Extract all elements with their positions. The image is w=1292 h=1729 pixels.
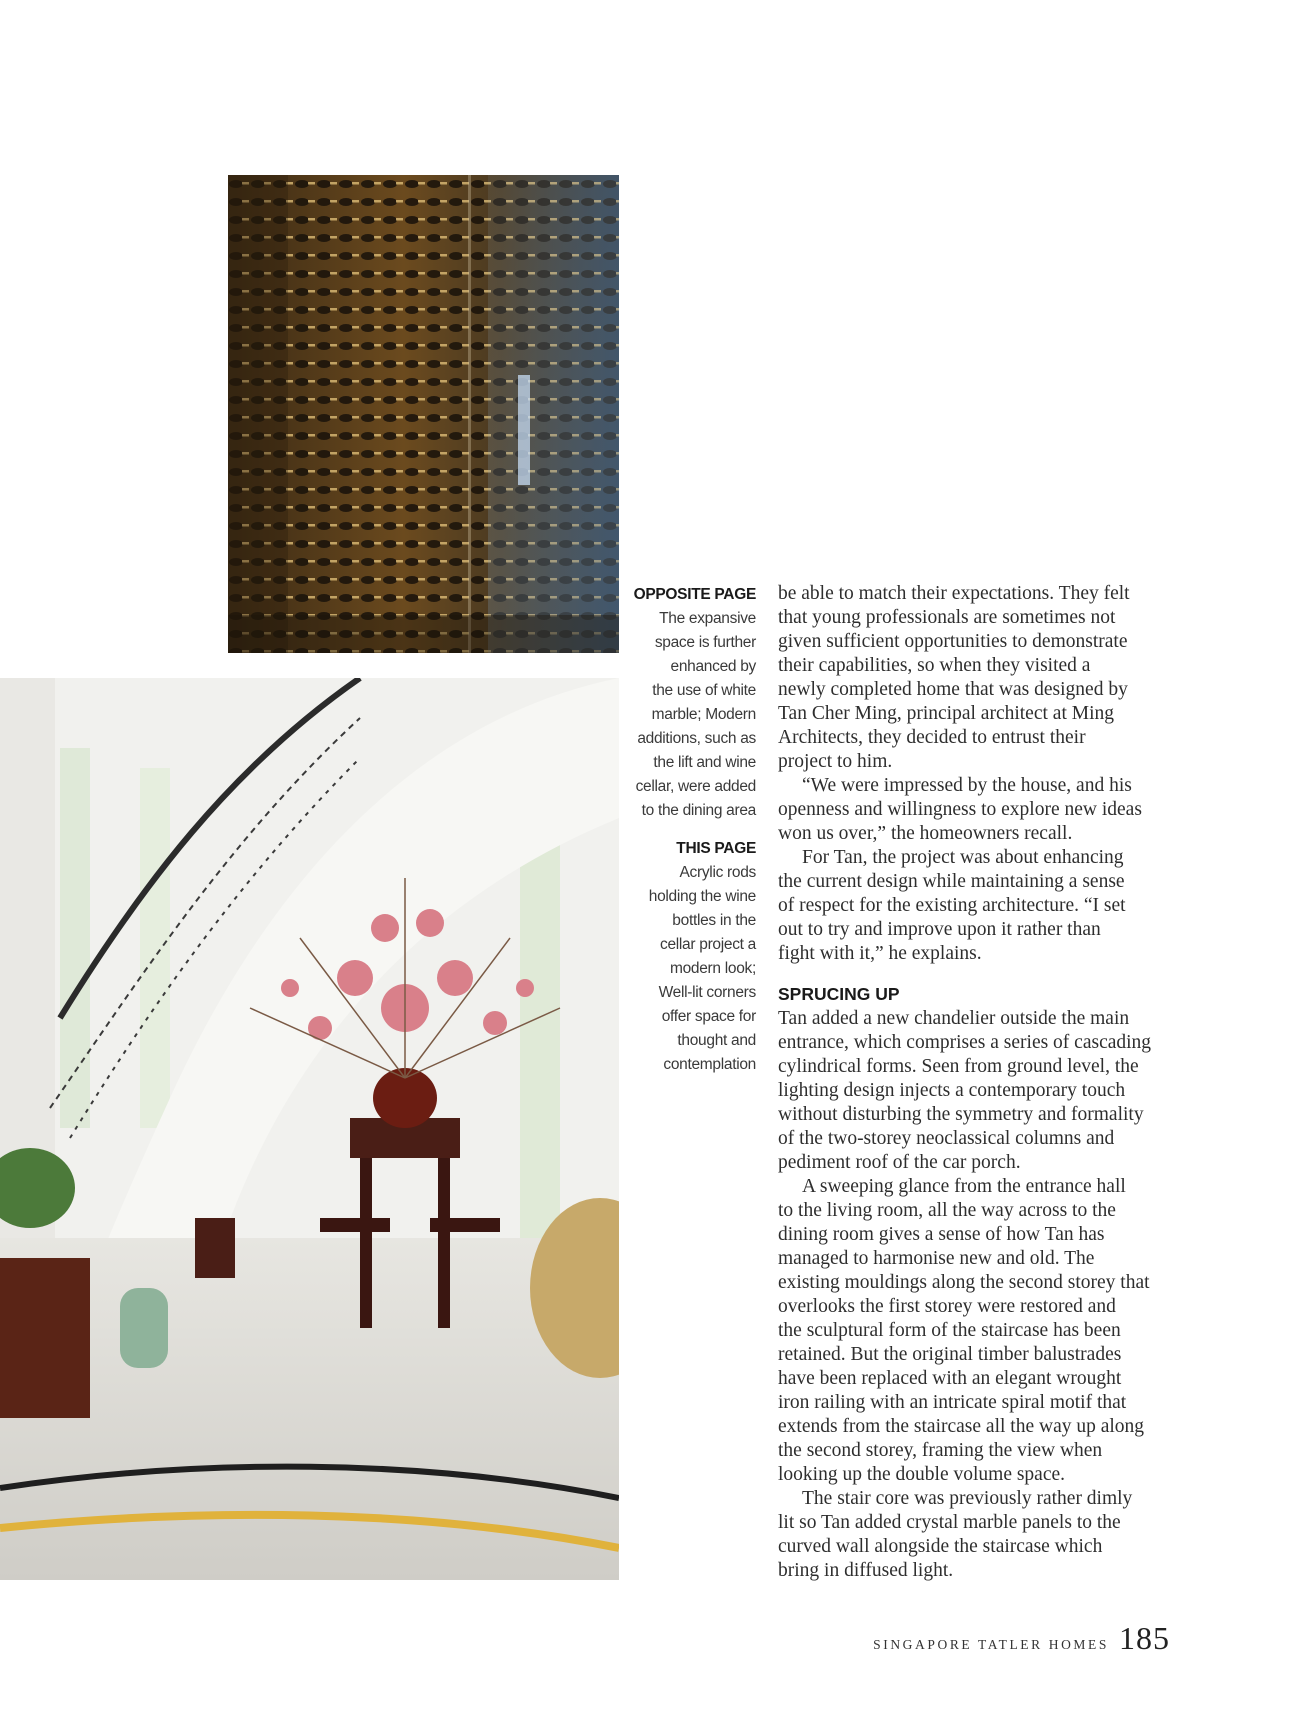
text-line: to the living room, all the way across to the — [778, 1200, 1116, 1221]
text-line: retained. But the original timber balustrades — [778, 1344, 1122, 1365]
caption-this-page — [620, 837, 756, 1077]
caption-line: modern look; — [669, 960, 756, 977]
section-subheading: SPRUCING UP — [778, 984, 900, 1004]
text-line: their capabilities, so when they visited a — [778, 655, 1091, 676]
text-line: A sweeping glance from the entrance hall — [802, 1176, 1126, 1197]
text-line: extends from the staircase all the way up along — [778, 1416, 1145, 1437]
page-number: 185 — [1119, 1620, 1170, 1656]
wine-cellar-illustration — [228, 175, 619, 653]
caption-line: the lift and wine — [653, 754, 756, 771]
text-line: have been replaced with an elegant wrought — [778, 1368, 1122, 1389]
caption-line: The expansive — [659, 610, 756, 627]
paragraph — [778, 1487, 1178, 1583]
magazine-name: SINGAPORE TATLER HOMES — [873, 1637, 1109, 1652]
text-line: out to try and improve upon it rather than — [778, 919, 1101, 940]
text-line: lit so Tan added crystal marble panels to the — [778, 1512, 1121, 1533]
text-line: without disturbing the symmetry and formality — [778, 1104, 1144, 1125]
text-line: given sufficient opportunities to demonstrate — [778, 631, 1128, 652]
paragraph — [778, 1175, 1178, 1487]
paragraph — [778, 1007, 1178, 1175]
text-line: Architects, they decided to entrust their — [778, 727, 1086, 748]
photo-captions — [620, 583, 756, 1077]
text-line: For Tan, the project was about enhancing — [802, 847, 1124, 868]
caption-line: Acrylic rods — [679, 864, 756, 881]
paragraph — [778, 582, 1178, 774]
paragraph — [778, 774, 1178, 846]
text-line: Tan Cher Ming, principal architect at Ming — [778, 703, 1114, 724]
caption-line: holding the wine — [648, 888, 756, 905]
caption-line: cellar project a — [660, 936, 756, 953]
text-line: iron railing with an intricate spiral motif that — [778, 1392, 1127, 1413]
caption-line: cellar, were added — [635, 778, 756, 795]
text-line: existing mouldings along the second storey that — [778, 1272, 1150, 1293]
staircase-photo — [0, 678, 619, 1580]
caption-line: space is further — [654, 634, 756, 651]
text-line: managed to harmonise new and old. The — [778, 1248, 1095, 1269]
text-line: lighting design injects a contemporary touch — [778, 1080, 1126, 1101]
text-line: openness and willingness to explore new ideas — [778, 799, 1142, 820]
paragraph — [778, 846, 1178, 966]
text-line: curved wall alongside the staircase which — [778, 1536, 1103, 1557]
caption-line: contemplation — [663, 1056, 756, 1073]
caption-line: marble; Modern — [651, 706, 756, 723]
text-line: project to him. — [778, 751, 893, 772]
caption-heading: OPPOSITE PAGE — [633, 586, 756, 603]
text-line: entrance, which comprises a series of cascading — [778, 1032, 1152, 1053]
article-body — [778, 582, 1178, 1583]
text-line: the current design while maintaining a sense — [778, 871, 1125, 892]
text-line: be able to match their expectations. They felt — [778, 583, 1130, 604]
text-line: of respect for the existing architecture. “I set — [778, 895, 1126, 916]
text-line: “We were impressed by the house, and his — [802, 775, 1132, 796]
text-line: pediment roof of the car porch. — [778, 1152, 1021, 1173]
text-line: of the two-storey neoclassical columns and — [778, 1128, 1115, 1149]
text-line: Tan added a new chandelier outside the main — [778, 1008, 1130, 1029]
text-line: cylindrical forms. Seen from ground level, the — [778, 1056, 1139, 1077]
caption-line: the use of white — [652, 682, 756, 699]
text-line: dining room gives a sense of how Tan has — [778, 1224, 1105, 1245]
page-folio — [873, 1620, 1170, 1657]
caption-line: enhanced by — [670, 658, 756, 675]
caption-line: thought and — [677, 1032, 756, 1049]
text-line: the sculptural form of the staircase has been — [778, 1320, 1121, 1341]
text-line: The stair core was previously rather dimly — [802, 1488, 1133, 1509]
text-line: newly completed home that was designed by — [778, 679, 1128, 700]
text-line: fight with it,” he explains. — [778, 943, 982, 964]
text-line: won us over,” the homeowners recall. — [778, 823, 1073, 844]
text-line: bring in diffused light. — [778, 1560, 954, 1581]
caption-opposite-page — [620, 583, 756, 823]
wine-cellar-photo — [228, 175, 619, 653]
text-line: the second storey, framing the view when — [778, 1440, 1103, 1461]
caption-line: offer space for — [661, 1008, 756, 1025]
caption-line: Well-lit corners — [658, 984, 756, 1001]
text-line: that young professionals are sometimes not — [778, 607, 1116, 628]
text-line: overlooks the first storey were restored and — [778, 1296, 1116, 1317]
caption-line: bottles in the — [672, 912, 756, 929]
caption-heading: THIS PAGE — [676, 840, 756, 857]
text-line: looking up the double volume space. — [778, 1464, 1066, 1485]
staircase-illustration — [0, 678, 619, 1580]
caption-line: to the dining area — [641, 802, 756, 819]
caption-line: additions, such as — [637, 730, 756, 747]
